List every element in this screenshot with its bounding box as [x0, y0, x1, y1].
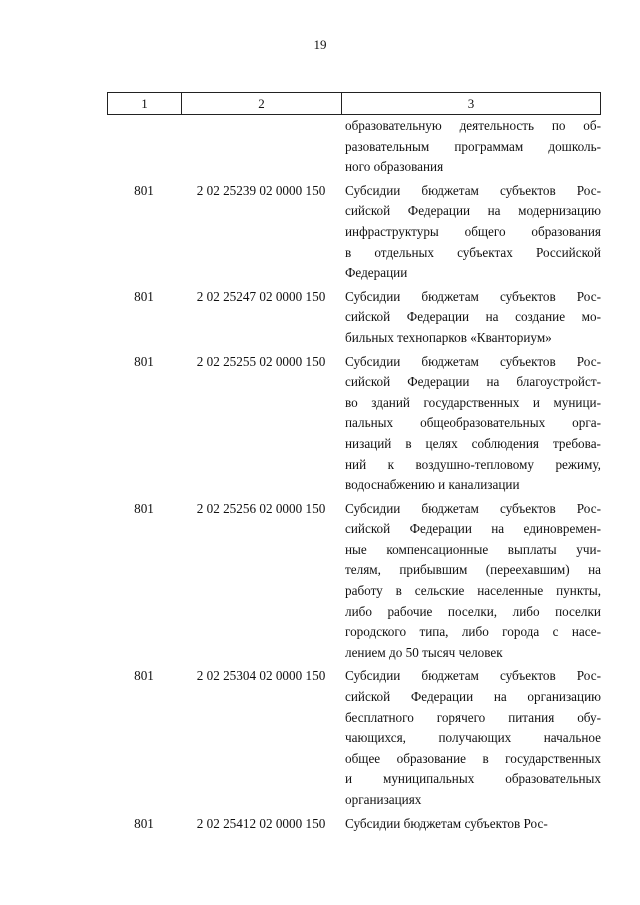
description-line: Субсидии бюджетам субъектов Рос- [345, 815, 548, 831]
description-line: либо рабочие поселки, либо поселки [345, 603, 601, 619]
budget-code-cell: 2 02 25239 02 0000 150 [196, 182, 326, 198]
description-cell [341, 814, 601, 835]
admin-code-cell: 801 [134, 288, 154, 304]
description-line: Субсидии бюджетам субъектов Рос- [345, 353, 601, 369]
admin-code-cell: 801 [134, 668, 154, 684]
description-cell [341, 499, 601, 664]
description-line: пальных общеобразовательных орга- [345, 415, 601, 431]
table-row [107, 352, 601, 496]
description-line: Субсидии бюджетам субъектов Рос- [345, 668, 601, 684]
budget-code-cell: 2 02 25247 02 0000 150 [196, 288, 326, 304]
description-line: бильных технопарков «Кванториум» [345, 329, 552, 345]
admin-code-cell: 801 [134, 815, 154, 831]
description-line: сийской Федерации на благоустройст- [345, 374, 601, 390]
description-line: во зданий государственных и муници- [345, 394, 601, 410]
description-line: в отдельных субъектах Российской [345, 244, 601, 260]
admin-code-cell: 801 [134, 500, 154, 516]
description-line: городского типа, либо города с насе- [345, 624, 601, 640]
description-line: ные компенсационные выплаты учи- [345, 541, 601, 557]
description-line: работу в сельские населенные пункты, [345, 583, 601, 599]
description-line: инфраструктуры общего образования [345, 223, 601, 239]
budget-code-cell: 2 02 25412 02 0000 150 [196, 815, 326, 831]
description-line: Федерации [345, 265, 408, 281]
budget-code-cell [181, 116, 341, 178]
description-line: образовательную деятельность по об- [345, 118, 601, 133]
page-number: 19 [313, 37, 327, 52]
table-header [107, 92, 601, 115]
description-line: ний к воздушно-тепловому режиму, [345, 456, 601, 472]
description-line: разовательным программам дошколь- [345, 138, 601, 154]
admin-code-cell [107, 116, 181, 178]
description-line: Субсидии бюджетам субъектов Рос- [345, 182, 601, 198]
description-line: низаций в целях соблюдения требова- [345, 435, 601, 451]
description-line: Субсидии бюджетам субъектов Рос- [345, 288, 601, 304]
column-header-3: 3 [467, 95, 475, 111]
table-body [107, 116, 601, 837]
description-cell [341, 666, 601, 810]
description-line: организациях [345, 792, 422, 807]
description-line: бесплатного горячего питания обу- [345, 709, 601, 725]
budget-code-cell: 2 02 25255 02 0000 150 [196, 353, 326, 369]
table-row [107, 666, 601, 810]
description-line: сийской Федерации на модернизацию [345, 203, 601, 219]
table-row [107, 181, 601, 284]
description-cell [341, 287, 601, 349]
admin-code-cell: 801 [134, 182, 154, 198]
table-row [107, 116, 601, 178]
description-line: и муниципальных образовательных [345, 771, 601, 787]
description-line: Субсидии бюджетам субъектов Рос- [345, 500, 601, 516]
column-header-2: 2 [182, 93, 342, 114]
description-line: телям, прибывшим (переехавшим) на [345, 562, 601, 578]
description-line: сийской Федерации на организацию [345, 689, 601, 705]
budget-code-cell: 2 02 25304 02 0000 150 [196, 668, 326, 684]
description-line: ного образования [345, 159, 444, 175]
description-cell [341, 116, 601, 178]
description-line: чающихся, получающих начальное [345, 730, 601, 746]
budget-code-cell: 2 02 25256 02 0000 150 [196, 500, 326, 516]
table-row [107, 814, 601, 835]
description-cell [341, 181, 601, 284]
column-header-1: 1 [108, 93, 182, 114]
description-line: водоснабжению и канализации [345, 477, 520, 493]
table-row [107, 287, 601, 349]
admin-code-cell: 801 [134, 353, 154, 369]
description-line: сийской Федерации на единовремен- [345, 521, 601, 537]
description-cell [341, 352, 601, 496]
description-line: сийской Федерации на создание мо- [345, 309, 601, 325]
description-line: лением до 50 тысяч человек [345, 644, 503, 660]
table-row [107, 499, 601, 664]
description-line: общее образование в государственных [345, 750, 601, 766]
